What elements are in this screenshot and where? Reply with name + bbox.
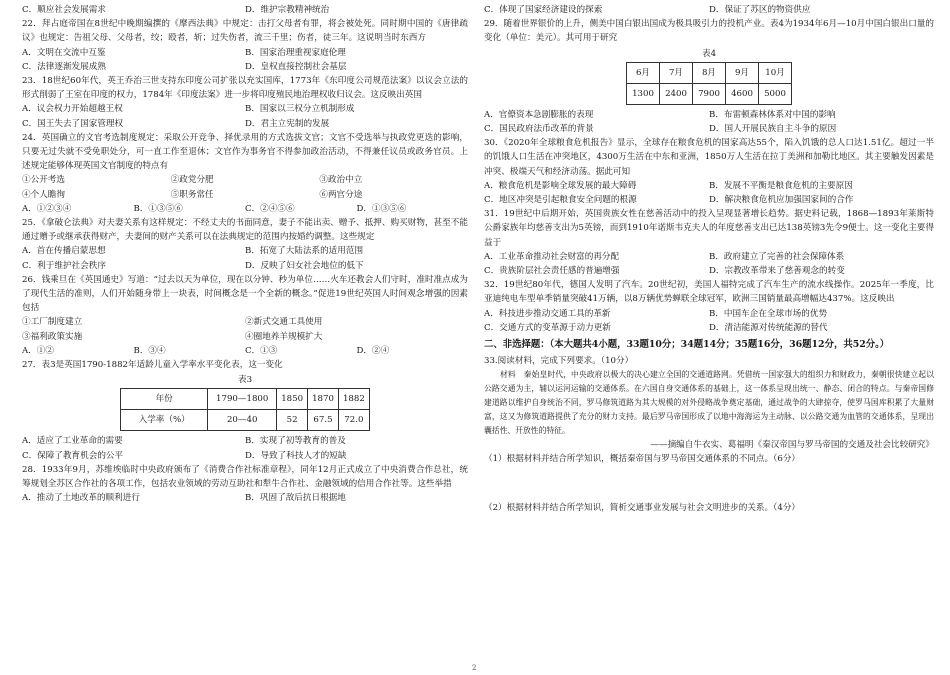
q29-stem: 29．随着世界银价的上升，侧美中国白银出国成为极具吸引力的投机产业。表4为1934年6月—10月中国白银出口量的变化（单位：美元）。其可用于研究 [484,19,934,44]
option-c: C．国民政府法币改革的背景 [484,124,594,135]
option-a: A．首在传播启蒙思想 [22,246,106,257]
q32-options-row1 [484,307,934,321]
q26-stem: 26．钱乘旦在《英国通史》写道：“过去以天为单位，现在以分钟、秒为单位……火车还教会人们守时，准时准点成为了现代生活的准则，人们开始随身带上一块表，时间概念是一个全新的概念。”促进19世纪英国人时间观念增强的因素包括 [22,274,468,314]
q22-stem: 22．拜占庭帝国在8世纪中晚期编撰的《摩西法典》中规定：击打父母者有罪，将会被处死。同时期中国的《唐律疏议》也规定：告祖父母、父母者，绞；殴者，斩；过失伤者，流三千里；伤者，徒三年。这说明当时东西方 [22,19,468,44]
option-a: A．议会权力开始超越王权 [22,104,123,115]
q30-options-row1 [484,179,934,193]
option-a: A．①② [22,345,54,356]
q22-options-row1 [22,46,468,60]
table-row [627,62,792,83]
option-d: D．君主立宪制的发展 [245,118,330,129]
q33-sub2: （2）根据材料并结合所学知识，简析交通事业发展与社会文明进步的关系。（4分） [484,502,801,513]
table-row [121,389,370,410]
table-row [121,410,370,431]
q29-options-row2 [484,122,934,136]
item-3: ③福利政策实施 [22,331,83,342]
q27-options-row2 [22,449,468,463]
table-cell: 2400 [660,83,693,104]
item-6: ⑥两官分途 [319,189,363,200]
item-1: ①工厂制度建立 [22,317,83,328]
q26-items-row1 [22,315,468,329]
section-heading: 二、非选择题：（本大题共4小题，33题10分；34题14分；35题16分，36题12分，共52分。） [484,339,890,351]
option-c: C．交通方式的变革源于动力更新 [484,322,611,333]
option-b: B．巩固了敌后抗日根据地 [245,493,346,504]
option-b: B．中国车企在全球市场的优势 [709,308,828,319]
table-cell: 1870 [308,389,339,410]
q33-material: 材料 秦始皇时代，中央政府以极大的决心建立全国的交通道路网。凭借统一国家强大的组织力和财政力，秦朝很快建立起以公路交通为主，辅以运河运输的交通体系。在六国自身交通体系的基础上，这一体系呈现出统一、静态、闭合的特点。与秦帝国修建道路以维护自身统治不同，罗马修筑道路为其大规模的对外侵略战争奠定基础，通过战争的大肆掠夺，使罗马国库积累了大量财富，这又为修筑道路提供了充分的财力支持。最后罗马帝国形成了以地中海海运为主动脉、以公路交通为血管的交通体系，呈现出囊括性、开放性的特征。 [484,370,934,436]
table-cell: 72.0 [338,410,369,431]
right-column [484,3,934,515]
q24-stem: 24．英国确立的文官考选制度规定：采取公开竞争、择优录用的方式选拔文官；文官不受选举与执政党更迭的影响，只要无过失就不受免职处分，可一直工作至退休；文官作为事务官不得参加政治活动，不得兼任议员或政务官员。上述规定能够体现英国文官制度的特点有 [22,132,468,172]
option-a: A．适应了工业革命的需要 [22,436,123,447]
table-cell: 5000 [759,83,792,104]
table3 [120,388,370,431]
option-b: B．③④ [133,345,166,356]
option-a: A．工业革命推动社会财富的再分配 [484,251,620,262]
q24-options [22,202,468,216]
table-cell: 7900 [693,83,726,104]
item-1: ①公开考选 [22,175,65,186]
q28-stem: 28．1933年9月，苏维埃临时中央政府颁布了《消费合作社标准章程》，同年12月正式成立了中央消费合作总社，统筹规划全苏区合作社的各项工作，包括农业领域的劳动互助社和犁牛合作社、金融领域的信用合作社等。这些举措 [22,464,468,490]
q24-items-row1 [22,173,468,187]
item-3: ③政治中立 [319,175,363,186]
table-cell: 7月 [660,62,693,83]
option-b: B．发展不平衡是粮食危机的主要原因 [709,180,853,191]
table3-caption: 表3 [237,375,253,386]
option-c: C．国王失去了国家管理权 [22,118,124,129]
option-b: B．实现了初等教育的普及 [245,436,346,447]
option-d: D．皇权直接控制社会基层 [245,61,347,72]
item-4: ④圈地养羊规模扩大 [245,331,323,342]
answer-space [484,467,934,501]
q23-options-row2 [22,117,468,131]
table-cell: 1300 [627,83,660,104]
option-b: B．国家治理重视家庭伦理 [245,47,346,58]
q31-stem: 31．19世纪中后期开始，英国贵族女性在慈善活动中的投入呈现显著增长趋势。据史料记载，1868—1893年莱斯特公爵家族年均慈善支出为5英镑，而到1910年诺斯韦克夫人的年度慈善支出已达138英镑3先令9便士。这一变化主要得益于 [484,209,934,248]
q31-options-row1 [484,250,934,264]
q33-stem: 33.阅读材料，完成下列要求。（10分） [484,356,634,367]
q29-options-row1 [484,108,934,122]
q24-items-row2 [22,188,468,202]
q23-options-row1 [22,102,468,116]
option-d: D．导致了科技人才的短缺 [245,450,347,461]
left-column [22,3,468,506]
option-c: C．贵族阶层社会责任感的普遍增强 [484,266,620,277]
option-d: D．②④ [356,345,390,356]
q27-stem: 27．表3是英国1790-1882年适龄儿童入学率水平变化表，这一变化 [22,360,283,371]
table-cell: 1882 [338,389,369,410]
q30-stem: 30．《2020年全球粮食危机报告》显示，全球存在粮食危机的国家高达55个，陷入饥饿的总人口达1.51亿。超过一半的饥饿人口生活在冲突地区，4300万生活在中东和亚洲，1850万人生活在拉丁美洲和加勒比地区。其主要触发因素是冲突、极端天气和经济动荡。据此可知 [484,138,934,177]
q28-options-row1 [22,491,468,505]
table-cell: 52 [277,410,308,431]
option-c: C．保障了教育机会的公平 [22,450,124,461]
q23-stem: 23．18世纪60年代，英王乔治三世支持东印度公司扩张以充实国库，1773年《东印度公司规范法案》以议会立法的形式削弱了王室在印度的权力，1784年《印度法案》进一步将印度殖民地治理权收归议会。这反映出英国 [22,76,468,101]
table4-caption: 表4 [701,48,717,59]
table-cell: 6月 [627,62,660,83]
option-a: A．粮食危机是影响全球发展的最大障碍 [484,180,637,191]
table4 [626,62,792,105]
option-c: C．②④⑤⑥ [245,203,295,214]
item-2: ②新式交通工具使用 [245,317,323,328]
option-b: B．①③⑤⑥ [133,203,183,214]
option-d: D．①③⑤⑥ [356,203,407,214]
option-b: B．国家以三权分立机制形成 [245,104,355,115]
q21-options-tail [22,3,468,17]
table-cell: 4600 [726,83,759,104]
q33-sub1: （1）根据材料并结合所学知识，概括秦帝国与罗马帝国交通体系的不同点。（6分） [484,454,801,465]
item-2: ②政党分肥 [170,175,214,186]
option-d: D．保证了苏区的物资供应 [709,5,811,15]
option-b: B．政府建立了完善的社会保障体系 [709,251,845,262]
page-number: 2 [472,664,477,672]
table-cell: 1790—1800 [208,389,277,410]
q33-source: ——摘编自牛衣实、葛福明《秦汉帝国与罗马帝国的交通及社会比较研究》 [650,440,934,451]
option-d: D．反映了妇女社会地位的低下 [245,260,364,271]
item-5: ⑤职务常任 [170,189,214,200]
table-cell: 10月 [759,62,792,83]
table-cell: 20—40 [208,410,277,431]
q26-options [22,344,468,358]
option-c: C．地区冲突是引起粮食安全问题的根源 [484,195,637,206]
table-cell: 67.5 [308,410,339,431]
option-a: A．官僚资本急剧膨胀的表现 [484,109,594,120]
option-c: C．①③ [245,345,278,356]
table-cell: 年份 [121,389,208,410]
option-d: D．清洁能源对传统能源的替代 [709,322,828,333]
option-d: D．维护宗教精神统治 [245,5,330,15]
table-cell: 1850 [277,389,308,410]
option-c: C．法律逐渐发展成熟 [22,61,106,72]
option-c: C．利于维护社会秩序 [22,260,106,271]
q31-options-row2 [484,264,934,278]
table-cell: 9月 [726,62,759,83]
q22-options-row2 [22,60,468,74]
item-4: ④个人瞻徇 [22,189,65,200]
table-cell: 入学率（%） [121,410,208,431]
option-b: B．拓宽了大陆法系的适用范围 [245,246,364,257]
q26-items-row2 [22,330,468,344]
option-d: D．国人开展民族自主斗争的原因 [709,124,837,135]
q25-options-row1 [22,244,468,258]
q28-options-tail [484,3,934,17]
option-d: D．宗教改革带来了慈善观念的转变 [709,266,845,277]
table-row [627,83,792,104]
option-c: C．体现了国家经济建设的探索 [484,5,603,15]
q25-stem: 25．《拿破仑法典》对夫妻关系有这样规定：不经丈夫的书面同意，妻子不能出卖、赠予、抵押、购买财物，甚至不能通过赠予或继承获得财产，夫妻间的财产关系可以在法典规定的范围内按婚约调整。这些规定 [22,218,468,243]
option-d: D．解决粮食危机应加强国家间的合作 [709,195,854,206]
q27-options-row1 [22,434,468,448]
option-c: C．顺应社会发展需求 [22,5,106,15]
q32-options-row2 [484,321,934,335]
option-a: A．推动了土地改革的顺利进行 [22,493,140,504]
option-b: B．布雷顿森林体系对中国的影响 [709,109,836,120]
q30-options-row2 [484,193,934,207]
option-a: A．文明在交流中互鉴 [22,47,106,58]
q25-options-row2 [22,259,468,273]
option-a: A．①②③④ [22,203,72,214]
q32-stem: 32．19世纪80年代，德国人发明了汽车。20世纪初，美国人福特完成了汽车生产的流水线操作。2025年一季度，比亚迪纯电车型单季销量突破41万辆，以8万辆优势蝉联全球冠军，欧洲三国销量最高增幅达437%。这反映出 [484,280,934,305]
option-a: A．科技进步推动交通工具的革新 [484,308,611,319]
table-cell: 8月 [693,62,726,83]
